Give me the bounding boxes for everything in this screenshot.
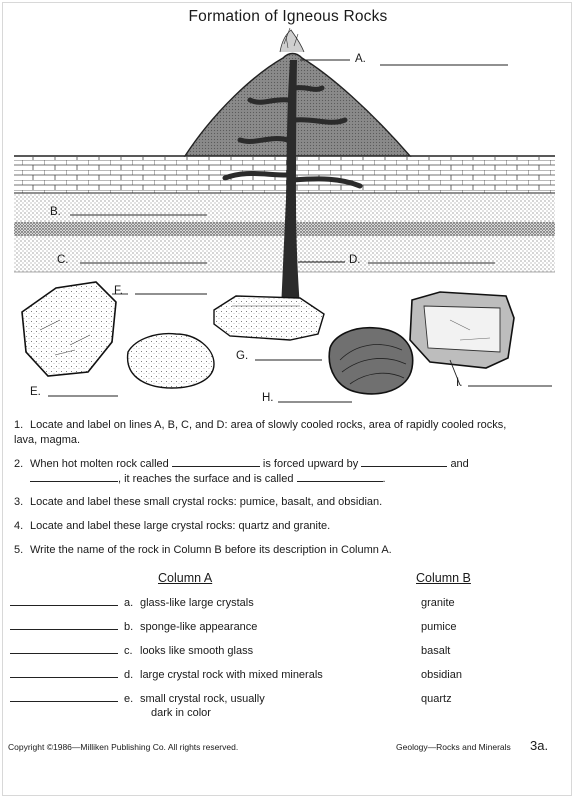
instruction-2: 2. When hot molten rock called is forced upward by and , it reaches the surface and is called . xyxy=(14,458,469,485)
instruction-5 xyxy=(14,543,514,558)
subject-text: Geology—Rocks and Minerals xyxy=(396,742,511,752)
blank-molten-rock[interactable] xyxy=(172,466,260,467)
instruction-text-part2: is forced upward by xyxy=(262,458,359,470)
instruction-number: 4. xyxy=(14,520,24,532)
column-a-header: Column A xyxy=(158,571,213,585)
instruction-3 xyxy=(14,495,514,510)
column-b-header: Column B xyxy=(416,571,471,585)
instruction-text: Write the name of the rock in Column B before its description in Column A. xyxy=(30,544,392,556)
instruction-number: 1. xyxy=(14,419,24,431)
column-b-item: basalt xyxy=(421,645,451,657)
row-description: large crystal rock with mixed minerals xyxy=(140,669,323,681)
label-h: H. xyxy=(262,392,274,404)
instruction-text-part1: When hot molten rock called xyxy=(30,458,169,470)
match-row xyxy=(10,621,257,633)
blank-and[interactable] xyxy=(30,481,118,482)
instruction-number: 5. xyxy=(14,544,24,556)
answer-blank[interactable] xyxy=(10,701,118,702)
instruction-number: 3. xyxy=(14,496,24,508)
row-description: looks like smooth glass xyxy=(140,645,254,657)
row-letter: b. xyxy=(124,621,134,633)
answer-blank[interactable] xyxy=(10,677,118,678)
label-c: C. xyxy=(57,254,69,266)
answer-blank[interactable] xyxy=(10,653,118,654)
label-f: F. xyxy=(114,285,123,297)
row-description: sponge-like appearance xyxy=(140,621,258,633)
instruction-text-part3: and xyxy=(450,458,469,470)
answer-blank[interactable] xyxy=(10,629,118,630)
row-letter: a. xyxy=(124,597,134,609)
row-description: glass-like large crystals xyxy=(140,597,254,609)
match-row xyxy=(10,669,323,681)
answer-blank[interactable] xyxy=(10,605,118,606)
column-b-item: obsidian xyxy=(421,669,462,681)
blank-surface-called[interactable] xyxy=(297,481,383,482)
label-a: A. xyxy=(355,53,366,65)
label-e: E. xyxy=(30,386,41,398)
match-row xyxy=(10,645,253,657)
row-letter: c. xyxy=(124,645,133,657)
match-row xyxy=(10,693,265,705)
instruction-text-part4: , it reaches the surface and is called xyxy=(118,473,294,485)
blank-forced-by[interactable] xyxy=(361,466,447,467)
match-row xyxy=(10,597,254,609)
page-title: Formation of Igneous Rocks xyxy=(188,8,388,25)
row-letter: e. xyxy=(124,693,134,705)
row-description-continued: dark in color xyxy=(151,707,211,719)
instruction-1 xyxy=(14,418,514,448)
page-number: 3a. xyxy=(530,738,549,753)
row-letter: d. xyxy=(124,669,134,681)
label-g: G. xyxy=(236,350,249,362)
instruction-text: Locate and label these large crystal rocks: quartz and granite. xyxy=(30,520,331,532)
row-description: small crystal rock, usually xyxy=(140,693,265,705)
column-b-item: granite xyxy=(421,597,455,609)
label-d: D. xyxy=(349,254,361,266)
column-b-item: pumice xyxy=(421,621,457,633)
copyright-text: Copyright ©1986—Milliken Publishing Co. All rights reserved. xyxy=(8,742,239,752)
label-i: I. xyxy=(456,377,463,389)
instruction-number: 2. xyxy=(14,458,24,470)
column-b-item: quartz xyxy=(421,693,452,705)
instruction-text: Locate and label on lines A, B, C, and D: area of slowly cooled rocks, area of rapidly cooled rocks, lava, magma. xyxy=(14,419,507,446)
instruction-text: Locate and label these small crystal rocks: pumice, basalt, and obsidian. xyxy=(30,496,383,508)
label-b: B. xyxy=(50,206,61,218)
instruction-4 xyxy=(14,519,514,534)
